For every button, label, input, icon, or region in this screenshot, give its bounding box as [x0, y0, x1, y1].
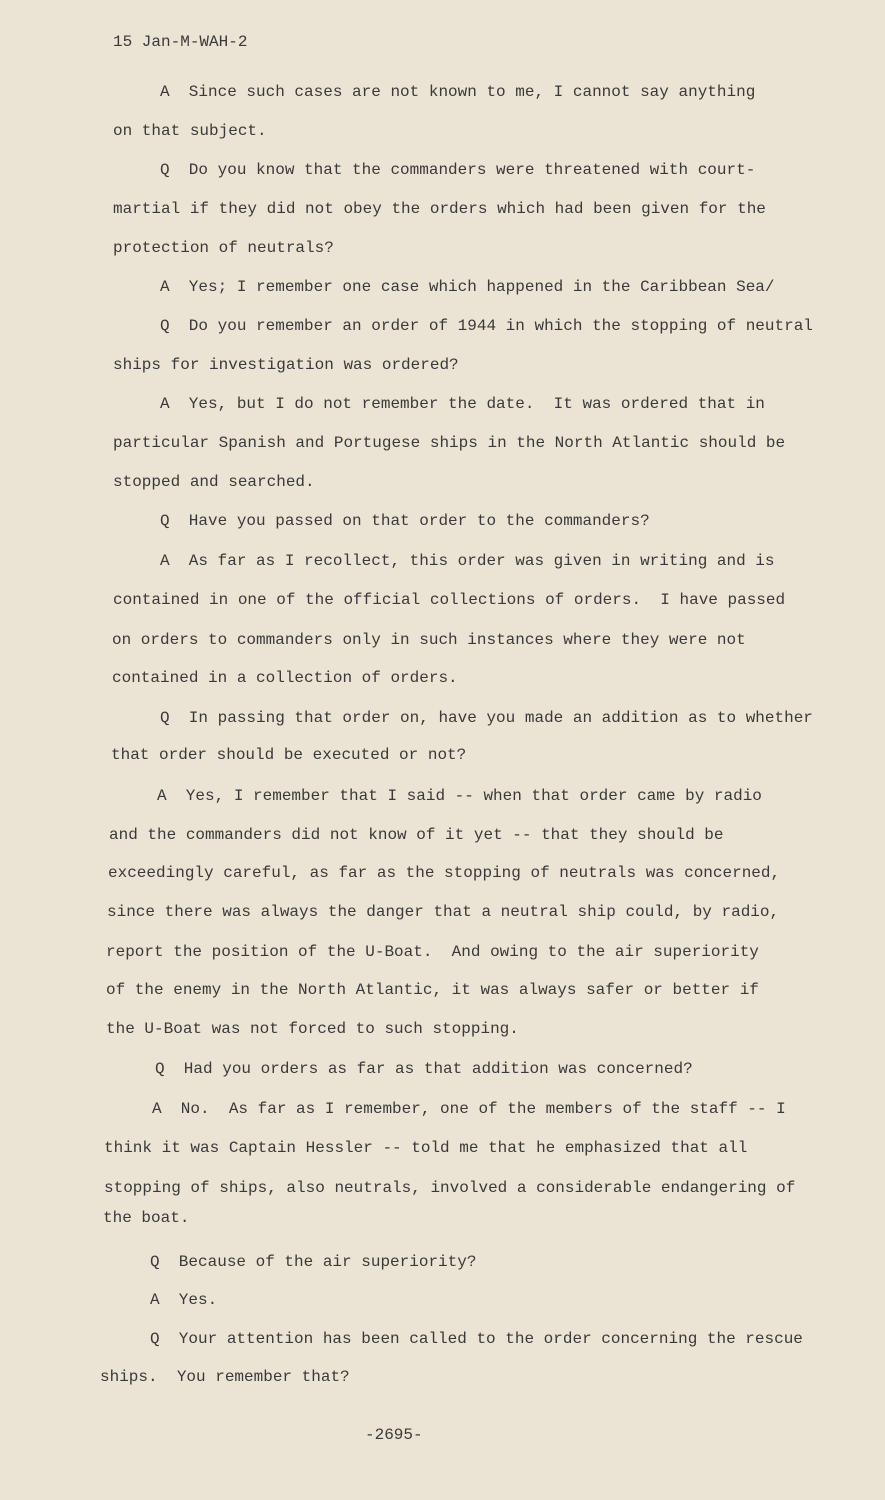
text-line: Q Have you passed on that order to the commanders? [160, 512, 650, 530]
text-line: Q Had you orders as far as that addition was concerned? [155, 1060, 693, 1078]
text-line: particular Spanish and Portugese ships in the North Atlantic should be [113, 434, 786, 452]
text-line: ships for investigation was ordered? [113, 356, 459, 374]
text-line: Q Do you remember an order of 1944 in which the stopping of neutral [160, 317, 813, 335]
text-line: contained in a collection of orders. [112, 669, 458, 687]
text-line: A Yes, I remember that I said -- when that order came by radio [157, 787, 762, 805]
text-line: Q Because of the air superiority? [150, 1253, 477, 1271]
text-line: contained in one of the official collections of orders. I have passed [113, 591, 786, 609]
text-line: A Yes. [150, 1291, 218, 1309]
text-line: stopped and searched. [113, 473, 315, 491]
text-line: Q In passing that order on, have you made an addition as to whether [160, 709, 813, 727]
text-line: protection of neutrals? [113, 239, 334, 257]
text-line: A No. As far as I remember, one of the members of the staff -- I [152, 1100, 786, 1118]
text-line: of the enemy in the North Atlantic, it was always safer or better if [106, 981, 759, 999]
text-line: Q Your attention has been called to the order concerning the rescue [150, 1330, 803, 1348]
text-line: ships. You remember that? [100, 1368, 350, 1386]
text-line: report the position of the U-Boat. And owing to the air superiority [106, 943, 759, 961]
text-line: A As far as I recollect, this order was given in writing and is [160, 552, 775, 570]
document-header: 15 Jan-M-WAH-2 [113, 33, 248, 51]
text-line: A Yes; I remember one case which happened in the Caribbean Sea/ [160, 278, 775, 296]
text-line: exceedingly careful, as far as the stopping of neutrals was concerned, [108, 864, 781, 882]
text-line: the U-Boat was not forced to such stopping. [106, 1020, 519, 1038]
text-line: A Since such cases are not known to me, I cannot say anything [160, 83, 756, 101]
text-line: think it was Captain Hessler -- told me that he emphasized that all [104, 1139, 748, 1157]
text-line: stopping of ships, also neutrals, involved a considerable endangering of [104, 1179, 796, 1197]
text-line: on that subject. [113, 122, 267, 140]
text-line: Q Do you know that the commanders were threatened with court- [160, 161, 756, 179]
text-line: and the commanders did not know of it yet -- that they should be [109, 826, 724, 844]
text-line: since there was always the danger that a neutral ship could, by radio, [107, 903, 780, 921]
text-line: that order should be executed or not? [111, 746, 467, 764]
text-line: martial if they did not obey the orders which had been given for the [113, 200, 766, 218]
text-line: A Yes, but I do not remember the date. It was ordered that in [160, 395, 765, 413]
text-line: on orders to commanders only in such instances where they were not [112, 631, 746, 649]
text-line: the boat. [103, 1209, 190, 1227]
page-number: -2695- [365, 1426, 423, 1444]
